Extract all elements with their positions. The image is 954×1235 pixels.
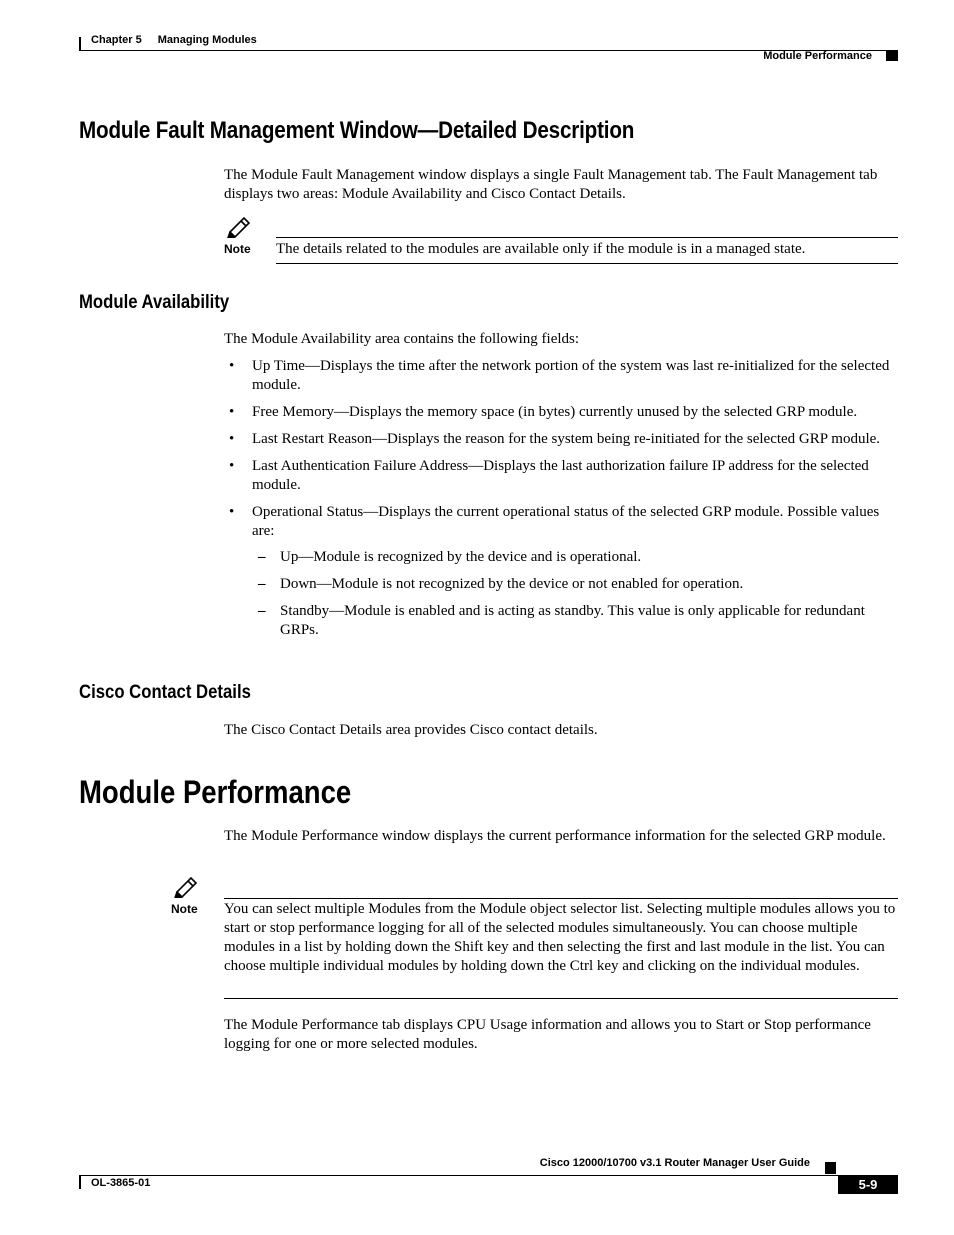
note-text: The details related to the modules are available only if the module is in a managed state. [276, 241, 806, 257]
footer-marker-block [825, 1162, 836, 1174]
dash-mark: – [258, 549, 266, 565]
page-number: 5-9 [838, 1175, 898, 1194]
header-left-rule [79, 37, 81, 51]
list-item [252, 548, 898, 567]
list-item [224, 457, 898, 495]
subheading-cisco-contact-details: Cisco Contact Details [79, 682, 251, 703]
note-bottom-rule [224, 998, 898, 999]
list-item-text: Down—Module is not recognized by the device or not enabled for operation. [280, 576, 744, 592]
footer-doc-number: OL-3865-01 [91, 1177, 151, 1189]
running-header-chapter [91, 34, 257, 46]
note-label: Note [171, 902, 198, 916]
bullet-mark: • [229, 431, 235, 447]
note-text: You can select multiple Modules from the Module object selector list. Selecting multiple modules allows you to start or stop performance logging for all of the selected modules simultaneously. You can choose multiple modules in a list by holding down the Shift key and then selecting the first and last module in the list. You can choose multiple individual modules by holding down the Ctrl key and clicking on the individual modules. [224, 901, 896, 974]
list-item [224, 403, 898, 422]
footer-guide-title: Cisco 12000/10700 v3.1 Router Manager User Guide [539, 1157, 810, 1169]
bullet-mark: • [229, 458, 235, 474]
footer-rule [79, 1175, 897, 1176]
dash-mark: – [258, 576, 266, 592]
note-label: Note [224, 242, 251, 256]
list-item-text: Last Authentication Failure Address—Displays the last authorization failure IP address for the selected module. [252, 458, 869, 493]
pencil-icon [173, 874, 201, 898]
list-item-text: Standby—Module is enabled and is acting as standby. This value is only applicable for redundant GRPs. [280, 603, 865, 638]
availability-field-list [224, 357, 898, 648]
performance-intro: The Module Performance window displays the current performance information for the selected GRP module. [224, 828, 886, 844]
list-item [252, 602, 898, 640]
status-value-list [252, 548, 898, 640]
note-bottom-rule [276, 263, 898, 264]
section-heading-fault-management: Module Fault Management Window—Detailed Description [79, 117, 635, 144]
contact-details-text: The Cisco Contact Details area provides Cisco contact details. [224, 722, 598, 738]
list-item-text: Free Memory—Displays the memory space (in bytes) currently unused by the selected GRP module. [252, 404, 858, 420]
footer-left-rule [79, 1175, 81, 1189]
note-top-rule [224, 898, 898, 899]
list-item [224, 503, 898, 640]
list-item-text: Operational Status—Displays the current operational status of the selected GRP module. Possible values are: [252, 504, 880, 539]
subheading-module-availability: Module Availability [79, 292, 230, 313]
performance-closing: The Module Performance tab displays CPU Usage information and allows you to Start or Stop performance logging for one or more selected modules. [224, 1017, 871, 1052]
header-marker-block [886, 50, 898, 61]
list-item [224, 357, 898, 395]
list-item-text: Up Time—Displays the time after the network portion of the system was last re-initialized for the selected module. [252, 358, 890, 393]
pencil-icon [226, 214, 254, 238]
fault-management-intro: The Module Fault Management window displays a single Fault Management tab. The Fault Management tab displays two areas: Module Availability and Cisco Contact Details. [224, 167, 878, 202]
bullet-mark: • [229, 504, 235, 520]
section-heading-module-performance: Module Performance [79, 774, 352, 810]
chapter-title: Managing Modules [157, 34, 257, 46]
bullet-mark: • [229, 404, 235, 420]
note-top-rule [276, 237, 898, 238]
running-header-section: Module Performance [763, 50, 872, 62]
chapter-number: Chapter 5 [91, 34, 142, 46]
availability-intro: The Module Availability area contains the following fields: [224, 331, 580, 347]
bullet-mark: • [229, 358, 235, 374]
list-item [224, 430, 898, 449]
list-item-text: Up—Module is recognized by the device and is operational. [280, 549, 642, 565]
list-item [252, 575, 898, 594]
list-item-text: Last Restart Reason—Displays the reason for the system being re-initiated for the selected GRP module. [252, 431, 881, 447]
dash-mark: – [258, 603, 266, 619]
